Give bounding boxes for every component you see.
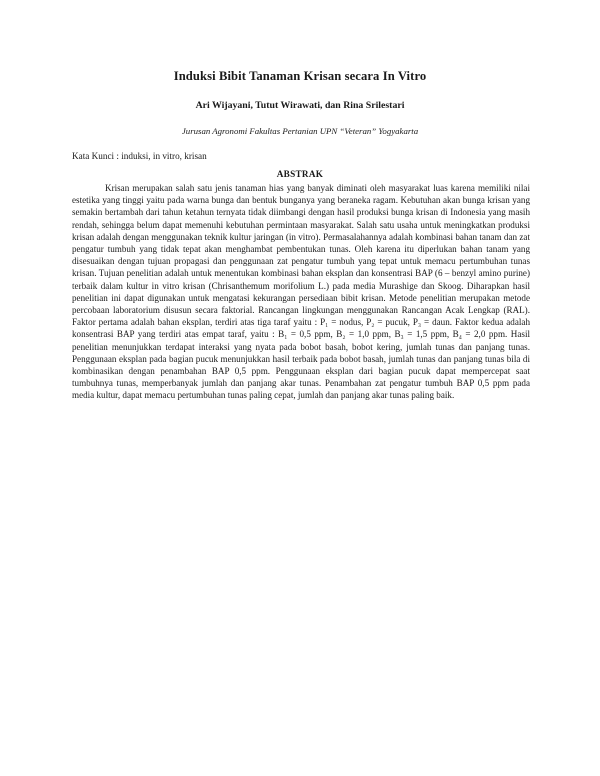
abstract-heading: ABSTRAK: [276, 169, 324, 179]
paper-authors: Ari Wijayani, Tutut Wirawati, dan Rina Srilestari: [195, 100, 405, 111]
paper-title: Induksi Bibit Tanaman Krisan secara In Vitro: [173, 69, 427, 83]
paper-affiliation: Jurusan Agronomi Fakultas Pertanian UPN “Veteran” Yogyakarta: [181, 126, 419, 136]
abstract-section: [72, 182, 530, 402]
paper-keywords: Kata Kunci : induksi, in vitro, krisan: [72, 151, 207, 161]
abstract-text: Krisan merupakan salah satu jenis tanaman hias yang banyak diminati oleh masyarakat luas karena memiliki nilai estetika yang tinggi yaitu pada warna bunga dan bentuk bunganya yang beraneka ragam. Kebutuhan akan bunga krisan yang semakin bertambah dari tahun ketahun ternyata tidak diimbangi dengan hasil produksi bunga krisan di Indonesia yang masih rendah, sehingga belum dapat memenuhi kebutuhan permintaan masyarakat. Salah satu usaha untuk meningkatkan produksi krisan adalah dengan menggunakan teknik kultur jaringan (in vitro). Permasalahannya adalah kombinasi bahan tanam dan zat pengatur tumbuh yang tidak tepat akan menghambat pembentukan tunas. Oleh karena itu diperlukan bahan tanam yang disesuaikan dengan tujuan propagasi dan penggunaan zat pengatur tumbuh yang tepat untuk memacu pertumbuhan tunas krisan. Tujuan penelitian adalah untuk menentukan kombinasi bahan eksplan dan konsentrasi BAP (6 – benzyl amino purine) terbaik dalam kultur in vitro krisan (Chrisanthemum morifolium L.) pada media Murashige dan Skoog. Diharapkan hasil penelitian ini dapat digunakan untuk mengatasi kekurangan persediaan bibit krisan. Metode penelitian merupakan metode percobaan laboratorium disusun secara faktorial. Rancangan lingkungan menggunakan Rancangan Acak Lengkap (RAL). Faktor pertama adalah bahan eksplan, terdiri atas tiga taraf yaitu : P₁ = nodus, P₂ = pucuk, P₃ = daun. Faktor kedua adalah konsentrasi BAP yang terdiri atas empat taraf, yaitu : B₁ = 0,5 ppm, B₂ = 1,0 ppm, B₃ = 1,5 ppm, B₄ = 2,0 ppm. Hasil penelitian menunjukkan terdapat interaksi yang nyata pada bobot basah, bobot kering, jumlah tunas dan panjang tunas. Penggunaan eksplan pada bagian pucuk menunjukkan hasil terbaik pada bobot basah, jumlah tunas dan panjang tunas bila di kombinasikan dengan penambahan BAP 0,5 ppm. Penggunaan eksplan dari bagian pucuk dapat mempercepat saat tumbuhnya tunas, memperbanyak jumlah dan panjang akar tunas. Penambahan zat pengatur tumbuh BAP 0,5 ppm pada media kultur, dapat memacu pertumbuhan tunas paling cepat, jumlah dan panjang akar tunas paling baik.: [72, 183, 530, 401]
